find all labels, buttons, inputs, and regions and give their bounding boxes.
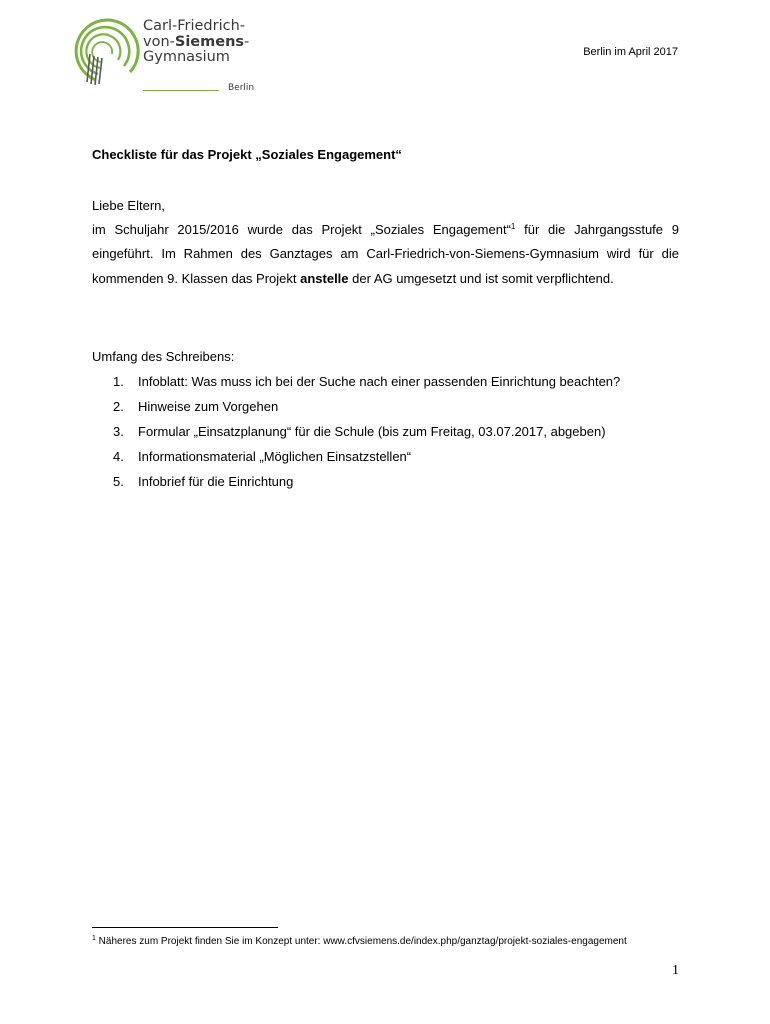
page-number: 1 — [672, 963, 679, 978]
list-item-text: Informationsmaterial „Möglichen Einsatzstellen“ — [138, 449, 412, 464]
list-item — [92, 469, 679, 494]
school-name-line-1: Carl-Friedrich- — [143, 18, 246, 34]
footnote — [92, 935, 652, 949]
contents-list — [92, 369, 679, 494]
footnote-separator — [92, 927, 278, 928]
list-item-number: 2. — [113, 399, 124, 414]
list-item — [92, 419, 679, 444]
school-logo-emblem — [68, 14, 140, 92]
list-item-number: 3. — [113, 424, 124, 439]
list-item-number: 5. — [113, 474, 124, 489]
footnote-number: 1 — [92, 935, 96, 942]
list-item-text: Formular „Einsatzplanung“ für die Schule (bis zum Freitag, 03.07.2017, abgeben) — [138, 424, 606, 439]
list-item-text: Infobrief für die Einrichtung — [138, 474, 294, 489]
document-title: Checkliste für das Projekt „Soziales Engagement“ — [92, 147, 402, 162]
school-name-line-3: Gymnasium — [143, 49, 230, 65]
school-name-line-2: von-Siemens- — [143, 33, 250, 50]
school-name — [143, 19, 249, 66]
logo-city: Berlin — [228, 83, 255, 93]
salutation: Liebe Eltern, — [92, 198, 165, 213]
list-item-number: 4. — [113, 449, 124, 464]
list-item — [92, 394, 679, 419]
logo-divider — [143, 90, 219, 91]
emphasis-anstelle: anstelle — [300, 270, 349, 286]
list-item-number: 1. — [113, 374, 124, 389]
scope-label: Umfang des Schreibens: — [92, 349, 235, 364]
list-item-text: Hinweise zum Vorgehen — [138, 399, 279, 414]
letter-date: Berlin im April 2017 — [583, 46, 678, 58]
footnote-reference: 1 — [510, 222, 516, 231]
list-item — [92, 369, 679, 394]
footnote-text: Näheres zum Projekt finden Sie im Konzept unter: www.cfvsiemens.de/index.php/ganztag/projekt-soziales-engagement — [95, 936, 627, 947]
list-item-text: Infoblatt: Was muss ich bei der Suche nach einer passenden Einrichtung beachten? — [138, 374, 621, 389]
school-logo — [68, 14, 288, 92]
list-item — [92, 444, 679, 469]
intro-paragraph: im Schuljahr 2015/2016 wurde das Projekt „Soziales Engagement“$^1$ für die Jahrgangsstufe 9 eingeführt. Im Rahmen des Ganztages am Carl-Friedrich-von-Siemens-Gymnasium wird für die kommenden 9. Klassen das Projekt anstelle der AG umgesetzt und ist somit verpflichtend. — [92, 222, 679, 286]
